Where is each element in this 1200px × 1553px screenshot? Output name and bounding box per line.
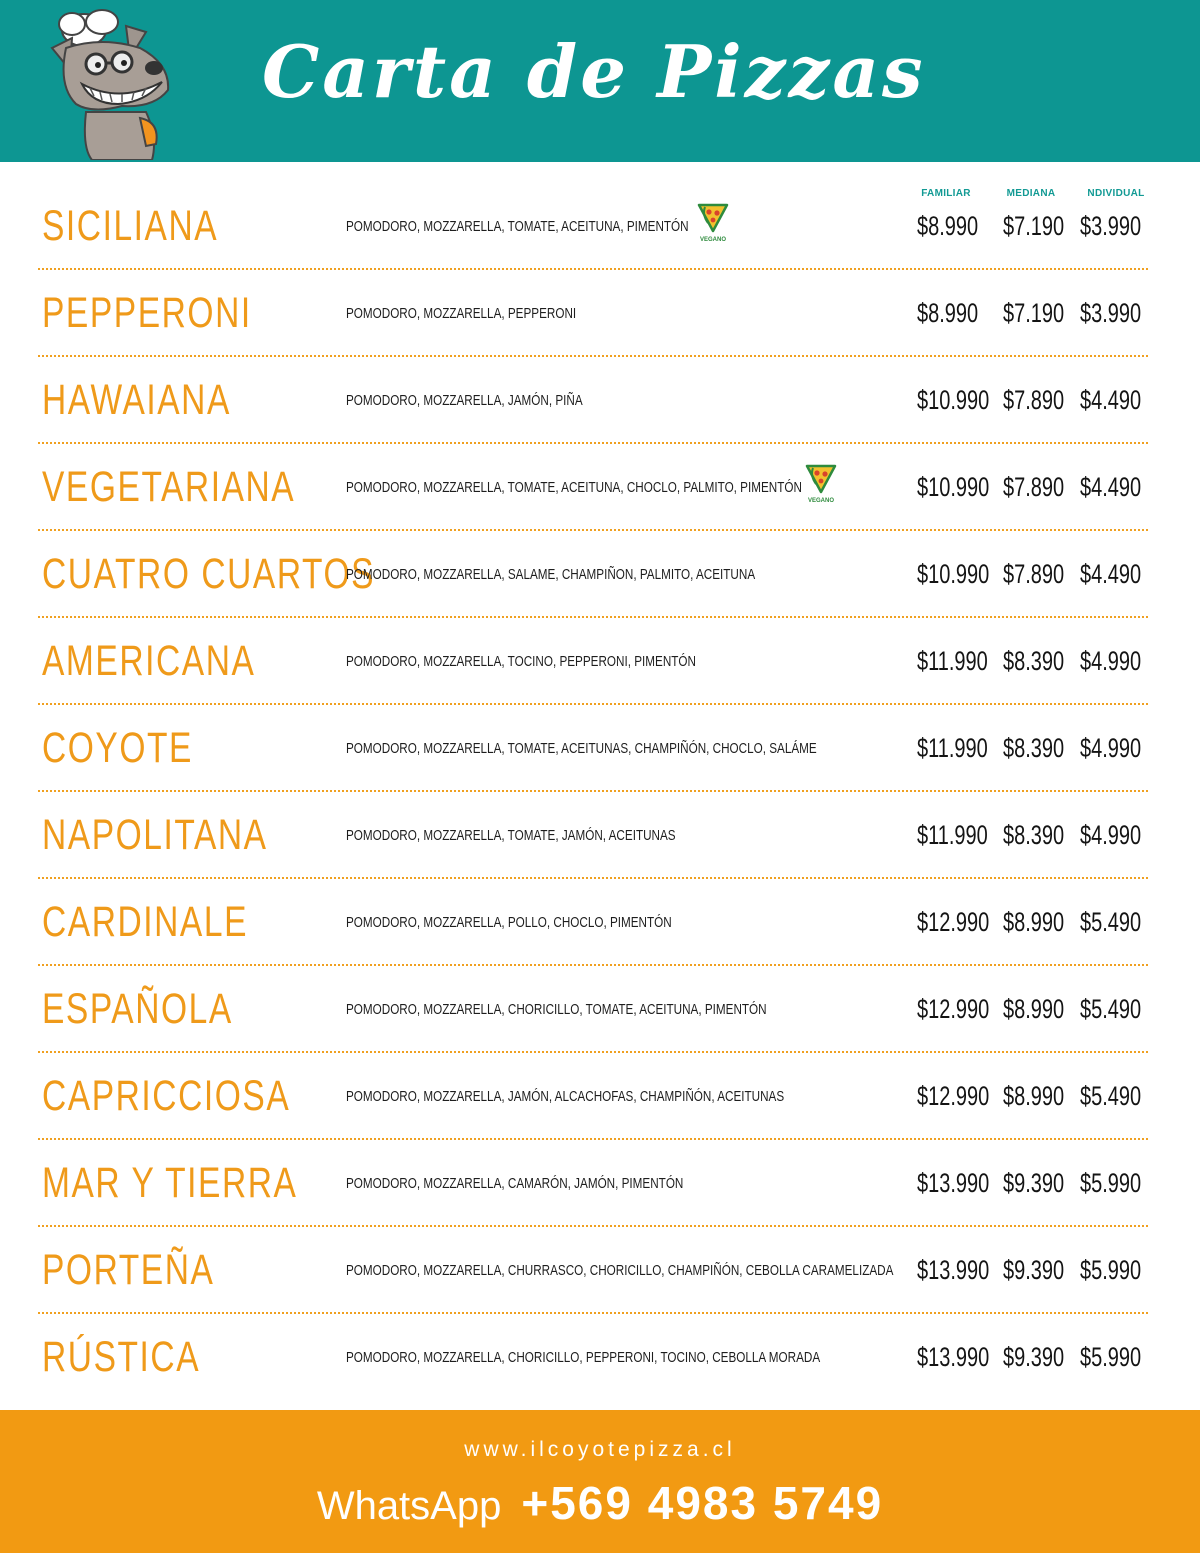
price-individual: $5.490 <box>1080 994 1142 1024</box>
vegan-pizza-icon <box>804 462 838 504</box>
price-familiar: $12.990 <box>917 1081 990 1111</box>
column-header-mediana: MEDIANA <box>1006 188 1056 199</box>
price-mediana: $8.990 <box>1003 907 1065 937</box>
pizza-name: MAR Y TIERRA <box>42 1159 298 1207</box>
menu-row <box>0 705 1200 792</box>
pizza-ingredients: POMODORO, MOZZARELLA, SALAME, CHAMPIÑON, PALMITO, ACEITUNA <box>346 566 756 583</box>
price-familiar: $10.990 <box>917 385 990 415</box>
price-mediana: $9.390 <box>1003 1255 1065 1285</box>
whatsapp-number[interactable]: +569 4983 5749 <box>521 1477 884 1529</box>
pizza-name: RÚSTICA <box>42 1333 201 1381</box>
pizza-ingredients: POMODORO, MOZZARELLA, TOMATE, JAMÓN, ACEITUNAS <box>346 827 676 844</box>
pizza-ingredients: POMODORO, MOZZARELLA, POLLO, CHOCLO, PIMENTÓN <box>346 914 672 931</box>
price-individual: $5.490 <box>1080 907 1142 937</box>
price-familiar: $12.990 <box>917 907 990 937</box>
price-mediana: $7.190 <box>1003 298 1065 328</box>
price-individual: $3.990 <box>1080 211 1142 241</box>
menu-row <box>0 966 1200 1053</box>
price-individual: $4.490 <box>1080 472 1142 502</box>
pizza-name: ESPAÑOLA <box>42 985 233 1033</box>
menu-row <box>0 531 1200 618</box>
price-individual: $4.490 <box>1080 559 1142 589</box>
price-mediana: $9.390 <box>1003 1168 1065 1198</box>
pizza-name: SICILIANA <box>42 202 219 250</box>
pizza-ingredients: POMODORO, MOZZARELLA, CAMARÓN, JAMÓN, PIMENTÓN <box>346 1175 684 1192</box>
price-individual: $4.990 <box>1080 733 1142 763</box>
menu-row <box>0 1140 1200 1227</box>
menu-row <box>0 444 1200 531</box>
price-familiar: $11.990 <box>917 646 988 676</box>
pizza-ingredients: POMODORO, MOZZARELLA, TOMATE, ACEITUNA, CHOCLO, PALMITO, PIMENTÓN <box>346 479 802 496</box>
pizza-ingredients: POMODORO, MOZZARELLA, CHORICILLO, TOMATE, ACEITUNA, PIMENTÓN <box>346 1001 767 1018</box>
price-individual: $4.490 <box>1080 385 1142 415</box>
price-individual: $5.990 <box>1080 1342 1142 1372</box>
price-familiar: $8.990 <box>917 298 979 328</box>
price-familiar: $8.990 <box>917 211 979 241</box>
pizza-ingredients: POMODORO, MOZZARELLA, PEPPERONI <box>346 305 577 322</box>
price-mediana: $7.890 <box>1003 559 1065 589</box>
price-mediana: $8.390 <box>1003 646 1065 676</box>
whatsapp-label: WhatsApp <box>316 1484 502 1528</box>
page-title: Carta de Pizzas <box>262 29 926 114</box>
whatsapp-contact[interactable] <box>0 1476 1200 1530</box>
vegan-badge-label: VEGANO <box>807 498 835 504</box>
price-familiar: $11.990 <box>917 820 988 850</box>
pizza-ingredients: POMODORO, MOZZARELLA, TOCINO, PEPPERONI, PIMENTÓN <box>346 653 696 670</box>
menu-row <box>0 357 1200 444</box>
footer-banner <box>0 1410 1200 1553</box>
price-familiar: $11.990 <box>917 733 988 763</box>
coyote-chef-mascot-icon <box>42 8 172 160</box>
website-link[interactable]: www.ilcoyotepizza.cl <box>464 1438 736 1461</box>
price-individual: $4.990 <box>1080 646 1142 676</box>
price-mediana: $7.890 <box>1003 385 1065 415</box>
header-banner <box>0 0 1200 162</box>
pizza-name: CUATRO CUARTOS <box>42 550 376 598</box>
pizza-ingredients: POMODORO, MOZZARELLA, CHORICILLO, PEPPERONI, TOCINO, CEBOLLA MORADA <box>346 1349 821 1366</box>
price-mediana: $8.390 <box>1003 733 1065 763</box>
menu-row <box>0 792 1200 879</box>
price-familiar: $10.990 <box>917 559 990 589</box>
pizza-name: CAPRICCIOSA <box>42 1072 291 1120</box>
pizza-ingredients: POMODORO, MOZZARELLA, TOMATE, ACEITUNA, PIMENTÓN <box>346 218 689 235</box>
vegan-badge-label: VEGANO <box>699 237 727 243</box>
price-familiar: $13.990 <box>917 1342 990 1372</box>
column-header-individual: NDIVIDUAL <box>1087 188 1145 199</box>
price-mediana: $7.190 <box>1003 211 1065 241</box>
price-individual: $3.990 <box>1080 298 1142 328</box>
price-mediana: $8.990 <box>1003 994 1065 1024</box>
pizza-name: PEPPERONI <box>42 289 252 337</box>
price-individual: $4.990 <box>1080 820 1142 850</box>
price-familiar: $13.990 <box>917 1168 990 1198</box>
price-individual: $5.990 <box>1080 1168 1142 1198</box>
pizza-ingredients: POMODORO, MOZZARELLA, JAMÓN, ALCACHOFAS, CHAMPIÑÓN, ACEITUNAS <box>346 1088 785 1105</box>
price-mediana: $7.890 <box>1003 472 1065 502</box>
price-individual: $5.490 <box>1080 1081 1142 1111</box>
menu-row <box>0 183 1200 270</box>
pizza-name: HAWAIANA <box>42 376 231 424</box>
price-familiar: $13.990 <box>917 1255 990 1285</box>
pizza-name: AMERICANA <box>42 637 256 685</box>
price-familiar: $12.990 <box>917 994 990 1024</box>
menu-row <box>0 1227 1200 1314</box>
pizza-name: CARDINALE <box>42 898 249 946</box>
pizza-name: VEGETARIANA <box>42 463 296 511</box>
menu-row <box>0 1314 1200 1401</box>
pizza-ingredients: POMODORO, MOZZARELLA, CHURRASCO, CHORICILLO, CHAMPIÑÓN, CEBOLLA CARAMELIZADA <box>346 1262 894 1279</box>
price-individual: $5.990 <box>1080 1255 1142 1285</box>
pizza-ingredients: POMODORO, MOZZARELLA, TOMATE, ACEITUNAS, CHAMPIÑÓN, CHOCLO, SALÁME <box>346 740 817 757</box>
menu-row <box>0 618 1200 705</box>
menu-row <box>0 1053 1200 1140</box>
pizza-name: COYOTE <box>42 724 193 772</box>
price-mediana: $9.390 <box>1003 1342 1065 1372</box>
column-header-familiar: FAMILIAR <box>921 188 971 199</box>
menu-row <box>0 879 1200 966</box>
price-familiar: $10.990 <box>917 472 990 502</box>
menu-row <box>0 270 1200 357</box>
pizza-name: PORTEÑA <box>42 1246 215 1294</box>
pizza-name: NAPOLITANA <box>42 811 268 859</box>
price-mediana: $8.990 <box>1003 1081 1065 1111</box>
vegan-pizza-icon <box>696 201 730 243</box>
pizza-ingredients: POMODORO, MOZZARELLA, JAMÓN, PIÑA <box>346 392 583 409</box>
price-mediana: $8.390 <box>1003 820 1065 850</box>
